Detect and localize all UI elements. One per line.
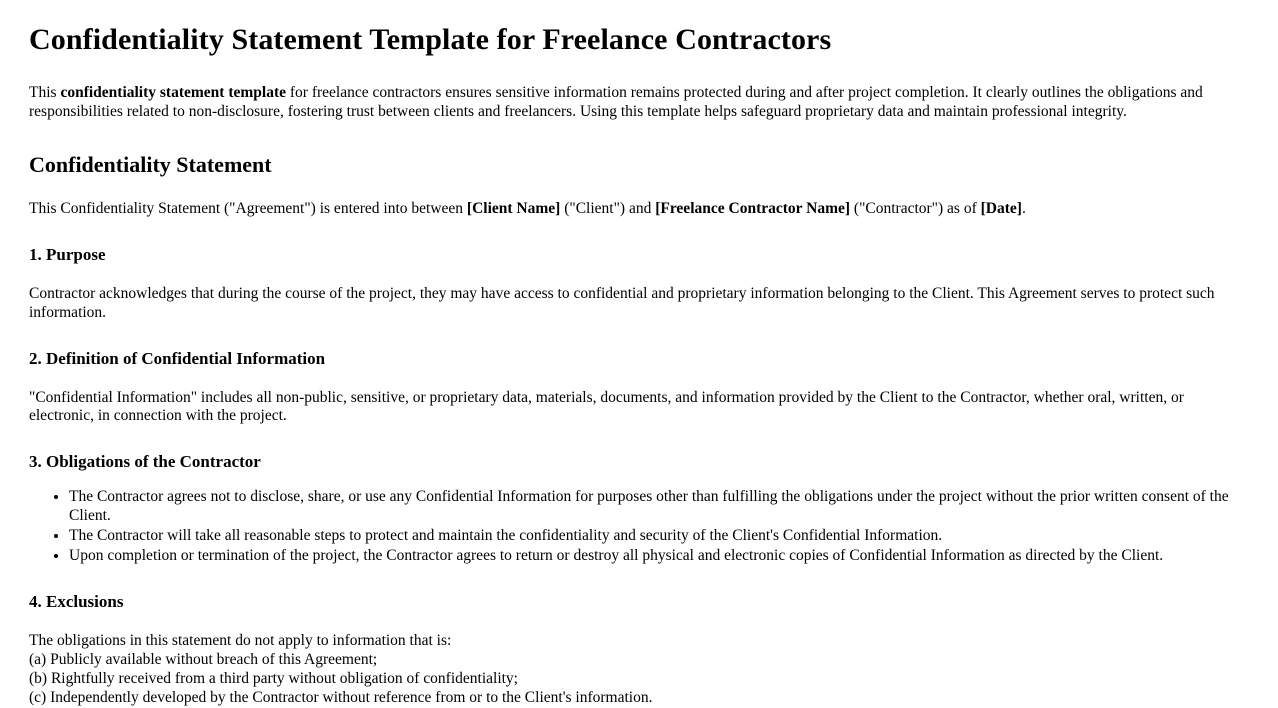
intro-bold: confidentiality statement template xyxy=(60,84,286,101)
exclusions-block xyxy=(29,632,1242,708)
clause-text-purpose: Contractor acknowledges that during the course of the project, they may have access to confidential and proprietary information belonging to the Client. This Agreement serves to protect such information. xyxy=(29,284,1215,321)
clause-heading-exclusions: 4. Exclusions xyxy=(29,591,124,611)
list-item: • The Contractor agrees not to disclose, share, or use any Confidential Information for purposes other than fulfilling the obligations under the project without the prior written consent of the Client. xyxy=(69,488,1242,526)
agreement-part3: ("Contractor") as of xyxy=(850,199,981,217)
clause-heading-purpose: 1. Purpose xyxy=(29,244,106,264)
agreement-part1: This Confidentiality Statement ("Agreement") is entered into between xyxy=(29,199,467,217)
contractor-name-placeholder: [Freelance Contractor Name] xyxy=(655,199,851,217)
exclusions-lead: The obligations in this statement do not apply to information that is: xyxy=(29,631,452,649)
clause-text-definition: "Confidential Information" includes all non-public, sensitive, or proprietary data, materials, documents, and information provided by the Client to the Contractor, whether oral, written, or electronic, in connection with the project. xyxy=(29,388,1184,425)
obligations-list xyxy=(29,488,1242,566)
exclusion-line-b: (b) Rightfully received from a third party without obligation of confidentiality; xyxy=(29,669,518,687)
section-heading-confidentiality-statement: Confidentiality Statement xyxy=(29,151,272,177)
agreement-parties-line xyxy=(29,200,1242,219)
client-name-placeholder: [Client Name] xyxy=(466,199,561,217)
list-item: • Upon completion or termination of the project, the Contractor agrees to return or destroy all physical and electronic copies of Confidential Information as directed by the Client. xyxy=(69,547,1242,566)
clause-heading-obligations: 3. Obligations of the Contractor xyxy=(29,452,261,472)
list-item: • The Contractor will take all reasonable steps to protect and maintain the confidentiality and security of the Client's Confidential Information. xyxy=(69,527,1242,546)
exclusion-line-c: (c) Independently developed by the Contractor without reference from or to the Client's information. xyxy=(29,688,653,706)
intro-before: This xyxy=(29,84,61,101)
intro-after: for freelance contractors ensures sensitive information remains protected during and after project completion. It clearly outlines the obligations and responsibilities related to non-disclosure, fostering trust between clients and freelancers. Using this template helps safeguard proprietary data and maintain professional integrity. xyxy=(29,84,1203,120)
clause-heading-definition: 2. Definition of Confidential Information xyxy=(29,348,326,368)
page-title: Confidentiality Statement Template for Freelance Contractors xyxy=(29,23,832,56)
exclusion-line-a: (a) Publicly available without breach of this Agreement; xyxy=(29,650,378,668)
intro-paragraph xyxy=(29,84,1242,122)
agreement-part4: . xyxy=(1021,199,1026,217)
agreement-part2: ("Client") and xyxy=(560,199,656,217)
date-placeholder: [Date] xyxy=(980,199,1022,217)
